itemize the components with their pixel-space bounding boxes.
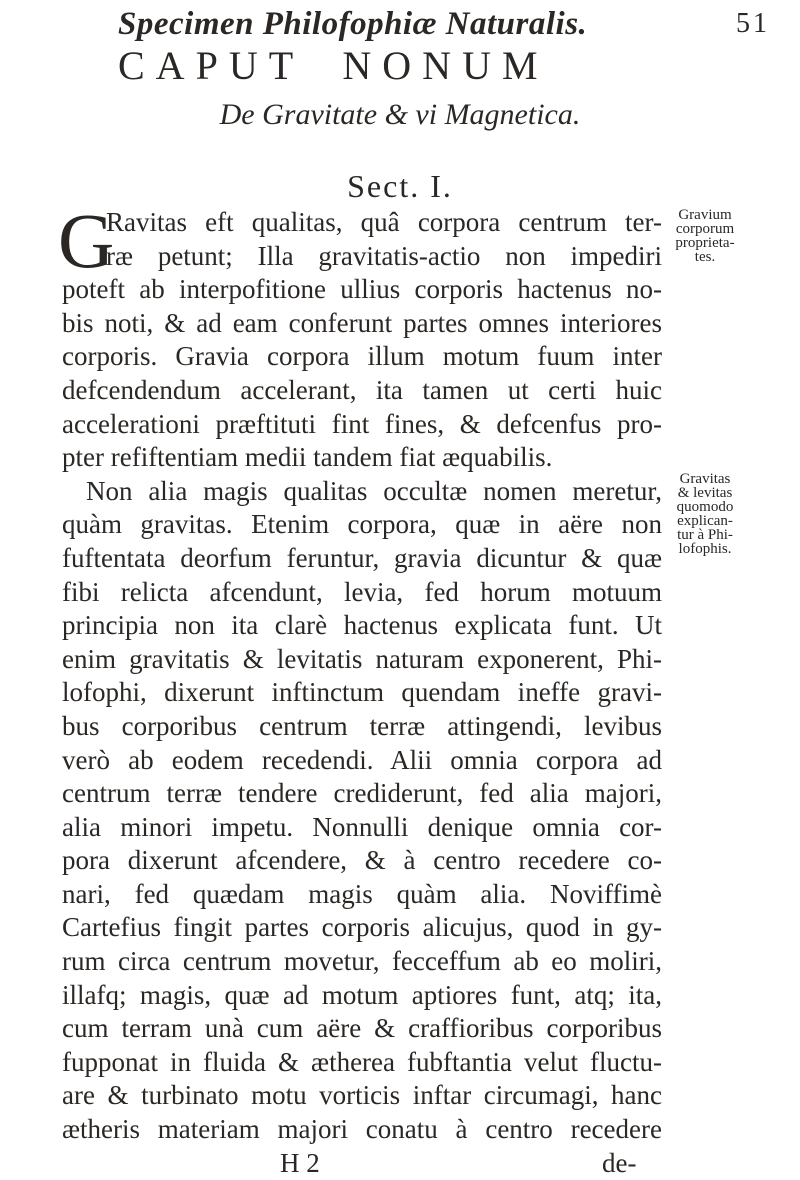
running-title: Specimen Philofophiæ Naturalis.	[118, 6, 588, 42]
text-line: fuftentata deorfum feruntur, gravia dicuntur & quæ	[62, 542, 662, 573]
marginal-note-line: & levitas	[677, 485, 733, 501]
marginal-note-line: corporum	[675, 221, 735, 237]
marginal-note-line: tur à Phi-	[677, 527, 733, 543]
signature-line	[62, 1147, 662, 1180]
text-line: rum circa centrum movetur, fecceffum ab eo moliri,	[62, 946, 662, 977]
text-line: verò ab eodem recedendi. Alii omnia corpora ad	[62, 744, 662, 775]
marginal-note-1	[665, 208, 745, 264]
text-line: accelerationi præftituti fint fines, & defcenfus pro-	[62, 408, 662, 439]
body-text	[62, 206, 662, 1180]
text-line: corporis. Gravia corpora illum motum fuum inter	[62, 341, 662, 372]
text-line: poteft ab interpofitione ullius corporis hactenus no-	[62, 274, 662, 305]
text-line: Non alia magis qualitas occultæ nomen meretur,	[86, 475, 662, 506]
catchword: de-	[602, 1147, 637, 1178]
text-line: pora dixerunt afcendere, & à centro recedere co-	[62, 845, 662, 876]
text-line: lofophi, dixerunt inftinctum quendam ineffe gravi-	[62, 677, 662, 708]
marginal-note-line: quomodo	[676, 499, 734, 515]
marginal-note-line: explican-	[677, 513, 733, 529]
text-line: fupponat in fluida & ætherea fubftantia velut fluctu-	[62, 1046, 662, 1077]
text-line: ætheris materiam majori conatu à centro recedere	[62, 1114, 662, 1145]
marginal-note-line: Gravium	[678, 207, 732, 223]
text-line: fibi relicta afcendunt, levia, fed horum motuum	[62, 576, 662, 607]
text-line: pter refiftentiam medii tandem fiat æquabilis.	[62, 442, 553, 473]
text-line: Cartefius fingit partes corporis alicujus, quod in gy-	[62, 912, 662, 943]
marginal-note-line: lofophis.	[678, 541, 732, 557]
text-line: quàm gravitas. Etenim corpora, quæ in aëre non	[62, 509, 662, 540]
drop-cap: G	[58, 197, 115, 284]
text-line: alia minori impetu. Nonnulli denique omnia cor-	[62, 811, 662, 842]
marginal-note-2	[665, 472, 745, 556]
text-line: enim gravitatis & levitatis naturam exponerent, Phi-	[62, 643, 662, 674]
text-line: centrum terræ tendere crediderunt, fed alia majori,	[62, 778, 662, 809]
text-line: defcendendum accelerant, ita tamen ut certi huic	[62, 374, 662, 405]
section-heading: Sect. I.	[347, 168, 453, 204]
chapter-heading: CAPUT NONUM	[118, 43, 549, 88]
signature-mark: H 2	[280, 1147, 320, 1178]
marginal-note-line: Gravitas	[679, 471, 731, 487]
text-line: illafq; magis, quæ ad motum aptiores funt, atq; ita,	[62, 979, 662, 1010]
text-line: bus corporibus centrum terræ attingendi, levibus	[62, 710, 662, 741]
marginal-note-line: proprieta-	[675, 235, 735, 251]
text-line: nari, fed quædam magis quàm alia. Noviffimè	[62, 878, 662, 909]
text-line: principia non ita clarè hactenus explicata funt. Ut	[62, 610, 662, 641]
page-number: 51	[736, 8, 770, 39]
chapter-subtitle: De Gravitate & vi Magnetica.	[219, 98, 581, 131]
text-line: are & turbinato motu vorticis inftar circumagi, hanc	[62, 1080, 662, 1111]
text-line: bis noti, & ad eam conferunt partes omnes interiores	[62, 307, 662, 338]
text-line: Ravitas eft qualitas, quâ corpora centrum ter-	[106, 207, 662, 237]
text-line: ræ petunt; Illa gravitatis-actio non impediri	[106, 240, 662, 271]
text-line: cum terram unà cum aëre & craffioribus corporibus	[62, 1013, 662, 1044]
marginal-note-line: tes.	[694, 249, 716, 265]
